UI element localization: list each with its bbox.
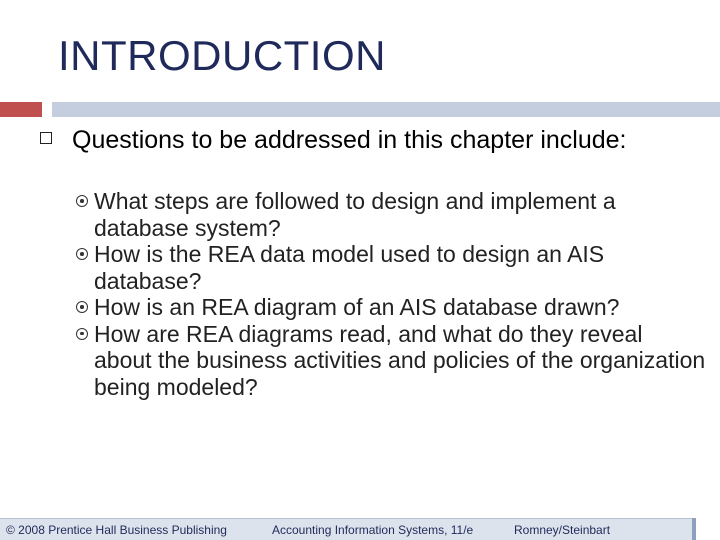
footer-copyright: © 2008 Prentice Hall Business Publishing <box>6 523 227 537</box>
main-point: Questions to be addressed in this chapter include: <box>72 126 627 154</box>
footer-authors: Romney/Steinbart <box>514 523 611 537</box>
target-bullet-icon <box>76 301 88 313</box>
title-underline-bar <box>52 102 720 117</box>
slide-title: INTRODUCTION <box>58 32 386 79</box>
sub-point-text: What steps are followed to design and implement a database system? <box>94 188 616 241</box>
footer-book-title: Accounting Information Systems, 11/e <box>272 523 474 537</box>
sub-point-text: How are REA diagrams read, and what do they reveal about the business activities and policies of the organization being modeled? <box>94 320 706 400</box>
target-bullet-icon <box>76 328 88 340</box>
sub-point <box>76 321 706 401</box>
sub-point <box>76 188 706 241</box>
sub-point-list <box>76 188 706 400</box>
slide-footer <box>0 518 720 540</box>
sub-point-text: How is the REA data model used to design an AIS database? <box>94 241 605 294</box>
sub-point <box>76 241 706 294</box>
footer-stripe <box>692 518 696 540</box>
sub-point-text: How is an REA diagram of an AIS database drawn? <box>94 294 620 320</box>
square-bullet-icon <box>40 132 52 144</box>
title-underline-accent <box>0 102 42 117</box>
target-bullet-icon <box>76 195 88 207</box>
target-bullet-icon <box>76 248 88 260</box>
sub-point <box>76 294 706 321</box>
